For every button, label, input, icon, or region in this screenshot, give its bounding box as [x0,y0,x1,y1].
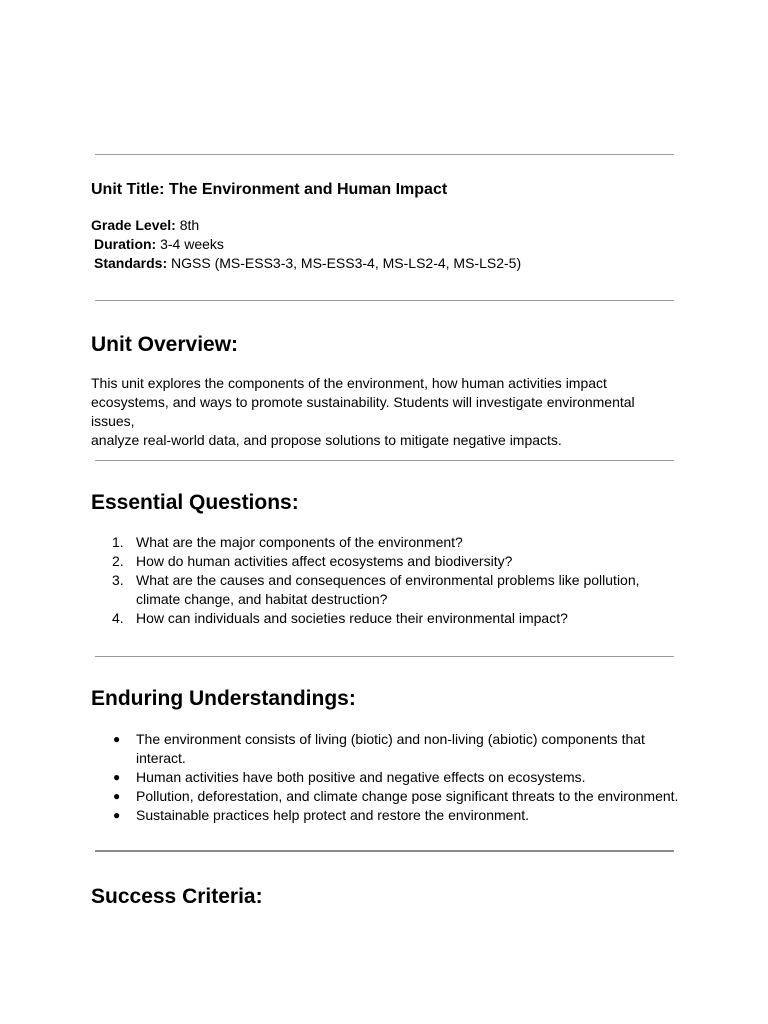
overview-line: analyze real-world data, and propose solutions to mitigate negative impacts. [91,432,562,448]
duration-line [94,235,224,254]
duration-value: 3-4 weeks [156,236,224,252]
list-number: 1. [112,534,124,550]
list-item [91,609,681,628]
horizontal-rule [95,656,674,657]
list-item [91,730,681,768]
overview-line: ecosystems, and ways to promote sustainability. Students will investigate environmental issues, [91,394,635,429]
bullet-icon: ● [113,789,121,803]
list-item-text: Sustainable practices help protect and restore the environment. [136,807,530,823]
list-item [91,787,681,806]
list-item [91,552,681,571]
list-item-text: What are the major components of the environment? [136,534,463,550]
overview-line: This unit explores the components of the environment, how human activities impact [91,375,607,391]
bullet-icon: ● [113,770,121,784]
unit-title: Unit Title: The Environment and Human Impact [91,181,448,198]
unit-overview-heading: Unit Overview: [91,333,239,356]
duration-label: Duration: [94,236,157,252]
list-item-text: How can individuals and societies reduce their environmental impact? [136,610,568,626]
list-item-text: climate change, and habitat destruction? [136,591,388,607]
list-item [91,806,681,825]
horizontal-rule [95,850,674,852]
essential-questions-list [91,533,681,628]
list-item-text: What are the causes and consequences of environmental problems like pollution, [136,572,640,588]
enduring-understandings-list [91,730,681,825]
horizontal-rule [95,460,674,461]
list-item [91,768,681,787]
list-item [91,533,681,552]
list-item-text: How do human activities affect ecosystems and biodiversity? [136,553,513,569]
essential-questions-heading: Essential Questions: [91,491,299,514]
list-number: 4. [112,610,124,626]
unit-overview-paragraph [91,374,681,450]
enduring-understandings-heading: Enduring Understandings: [91,687,356,710]
list-item-text: The environment consists of living (biotic) and non-living (abiotic) components that [136,731,645,747]
standards-value: NGSS (MS-ESS3-3, MS-ESS3-4, MS-LS2-4, MS-LS2-5) [167,255,522,271]
list-item-text: Pollution, deforestation, and climate change pose significant threats to the environment. [136,788,679,804]
success-criteria-heading: Success Criteria: [91,885,263,908]
list-number: 3. [112,572,124,588]
bullet-icon: ● [113,808,121,822]
horizontal-rule [95,154,674,155]
list-item-text: Human activities have both positive and negative effects on ecosystems. [136,769,586,785]
list-item [91,571,681,609]
list-item-text: interact. [136,750,186,766]
standards-label: Standards: [94,255,168,271]
grade-level-label: Grade Level: [91,217,176,233]
grade-level-line [91,216,199,235]
bullet-icon: ● [113,732,121,746]
horizontal-rule [95,300,674,301]
grade-level-value: 8th [175,217,200,233]
list-number: 2. [112,553,124,569]
standards-line [94,254,521,273]
